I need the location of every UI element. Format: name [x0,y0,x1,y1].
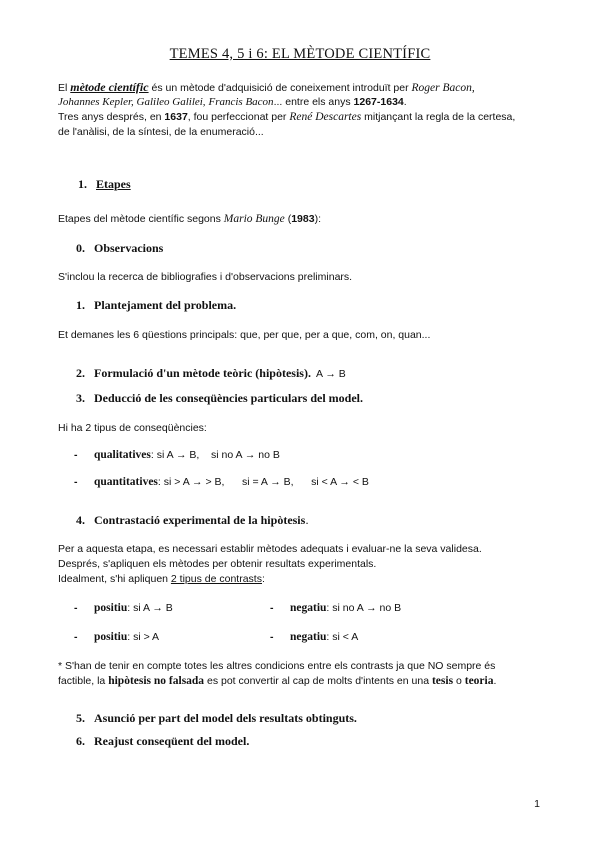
year: 1983 [291,213,315,225]
step4-text-2: Després, s'apliquen els mètodes per obtenir resultats experimentals. [58,558,377,570]
step3-text: Hi ha 2 tipus de conseqüències: [58,422,207,434]
item-label: negatiu [290,631,327,643]
author-name: Johannes Kepler, Galileo Galilei, [58,96,206,108]
section-number: 1. [78,177,87,191]
item-text: : si > A [127,631,160,643]
hypothesis-formula: A → B [315,368,346,380]
step-label: . [305,513,309,527]
note-text: factible, la [58,675,106,687]
step4-text-1: Per a aquesta etapa, es necessari establir mètodes adequats i evaluar-ne la seva validesa. [58,543,482,555]
step4-text-3 [58,572,542,587]
contrast-item [270,631,358,643]
etapes-text: Etapes del mètode científic segons [58,213,221,225]
year-range: 1267-1634 [353,96,404,108]
note-term: hipòtesis no falsada [108,675,205,687]
step-heading [76,513,309,528]
step-label: Plantejament del problema. [94,298,237,312]
bullet-dash: - [270,602,274,614]
intro-line-4: de l'anàlisi, de la síntesi, de la enumeració... [58,126,264,138]
key-term: mètode científic [70,80,149,94]
author-name: Mario Bunge [223,213,285,225]
author-name: Roger Bacon, [411,82,475,94]
step-heading [76,298,236,313]
note-term: tesis [431,675,454,687]
note-line-2 [58,674,542,689]
etapes-text: ( [287,213,292,225]
list-item-qualitatives [74,449,280,461]
bullet-dash: - [270,631,274,643]
contrast-item [74,602,173,614]
intro-text: Tres anys després, en [58,111,162,123]
item-label: quantitatives [94,476,158,488]
intro-line-3 [58,110,542,125]
step-number: 4. [76,513,85,527]
note-text: o [455,675,462,687]
etapes-text: ): [314,213,321,225]
step-heading [76,734,249,749]
note-text: . [493,675,497,687]
step-label: Reajust conseqüent del model. [94,734,250,748]
contrast-item [74,631,159,643]
intro-text: . [403,96,407,108]
step0-text: S'inclou la recerca de bibliografies i d'observacions preliminars. [58,271,353,283]
contrasts-label: 2 tipus de contrasts [170,573,262,585]
step-heading [76,711,357,726]
intro-line-2 [58,95,542,110]
note-term: teoria [464,675,494,687]
bullet-dash: - [74,602,78,614]
step-label: Asunció per part del model dels resultats obtinguts. [94,711,357,725]
item-text: : si < A [326,631,359,643]
step-label: Deducció de les conseqüències particulars del model. [94,391,363,405]
list-item-quantitatives [74,476,369,488]
item-text: : si A → B, si no A → no B [150,449,280,461]
step-label: Contrastació experimental de la hipòtesis [94,513,306,527]
step-number: 5. [76,711,85,725]
contrast-item [270,602,401,614]
etapes-intro [58,212,542,227]
item-label: positiu [94,602,128,614]
item-label: negatiu [290,602,327,614]
step-number: 1. [76,298,85,312]
step4-text: : [261,573,265,585]
author-name: Francis Bacon [208,96,274,108]
step-number: 2. [76,366,85,380]
step-heading [76,241,163,256]
bullet-dash: - [74,449,78,461]
step-label: Formulació d'un mètode teòric (hipòtesis). [94,366,311,380]
year: 1637 [164,111,188,123]
author-name: René Descartes [289,111,362,123]
item-text: : si > A → > B, si = A → B, si < A → < B [157,476,369,488]
bullet-dash: - [74,476,78,488]
intro-line-1 [58,80,542,96]
step4-text: Idealment, s'hi apliquen [58,573,168,585]
step-heading [76,366,346,381]
intro-text: , fou perfeccionat per [187,111,287,123]
intro-text: El [58,82,68,94]
note-text: es pot convertir al cap de molts d'intents en una [206,675,430,687]
section-heading [78,177,131,192]
intro-text: ... entre els anys [273,96,351,108]
item-label: positiu [94,631,128,643]
note-line-1: * S'han de tenir en compte totes les altres condicions entre els contrasts ja que NO sempre és [58,660,496,672]
item-label: qualitatives [94,449,151,461]
item-text: : si A → B [127,602,173,614]
step-number: 0. [76,241,85,255]
step1-text: Et demanes les 6 qüestions principals: que, per que, per a que, com, on, quan... [58,329,431,341]
item-text: : si no A → no B [326,602,402,614]
step-number: 6. [76,734,85,748]
intro-text: és un mètode d'adquisició de coneixement introduït per [151,82,409,94]
page-number: 1 [534,798,540,810]
page-title: TEMES 4, 5 i 6: EL MÈTODE CIENTÍFIC [169,46,431,62]
bullet-dash: - [74,631,78,643]
step-label: Observacions [94,241,164,255]
step-number: 3. [76,391,85,405]
step-heading [76,391,363,406]
section-label: Etapes [96,177,131,191]
intro-text: mitjançant la regla de la certesa, [364,111,516,123]
